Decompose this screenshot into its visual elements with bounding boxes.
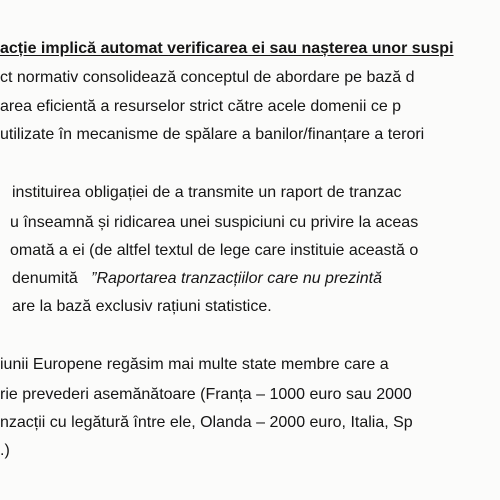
paragraph-1-line-2: area eficientă a resurselor strict către acele domenii ce p bbox=[0, 98, 402, 115]
paragraph-2-line-5: are la bază exclusiv rațiuni statistice. bbox=[12, 298, 272, 315]
paragraph-2-line-1: instituirea obligației de a transmite un raport de tranzac bbox=[12, 184, 402, 201]
paragraph-1-line-3: utilizate în mecanisme de spălare a banilor/finanțare a terori bbox=[0, 126, 425, 143]
paragraph-3-line-2: rie prevederi asemănătoare (Franța – 1000 euro sau 2000 bbox=[0, 386, 412, 403]
paragraph-2-line-4-plain: denumită bbox=[12, 270, 78, 287]
paragraph-3-line-3: nzacții cu legătură între ele, Olanda – 2000 euro, Italia, Sp bbox=[0, 414, 413, 431]
section-heading: acție implică automat verificarea ei sau nașterea unor suspi bbox=[0, 40, 454, 57]
paragraph-2-line-2: u înseamnă și ridicarea unei suspiciuni cu privire la aceas bbox=[10, 214, 419, 231]
paragraph-3-line-4: .) bbox=[0, 442, 10, 459]
report-title-quote: ”Raportarea tranzacțiilor care nu prezintă bbox=[91, 270, 382, 287]
paragraph-2-line-4 bbox=[12, 268, 382, 290]
paragraph-1-line-1: ct normativ consolidează conceptul de abordare pe bază d bbox=[0, 69, 415, 86]
paragraph-2-line-3: omată a ei (de altfel textul de lege care instituie această o bbox=[10, 242, 419, 259]
paragraph-3-line-1: iunii Europene regăsim mai multe state membre care a bbox=[0, 356, 389, 373]
